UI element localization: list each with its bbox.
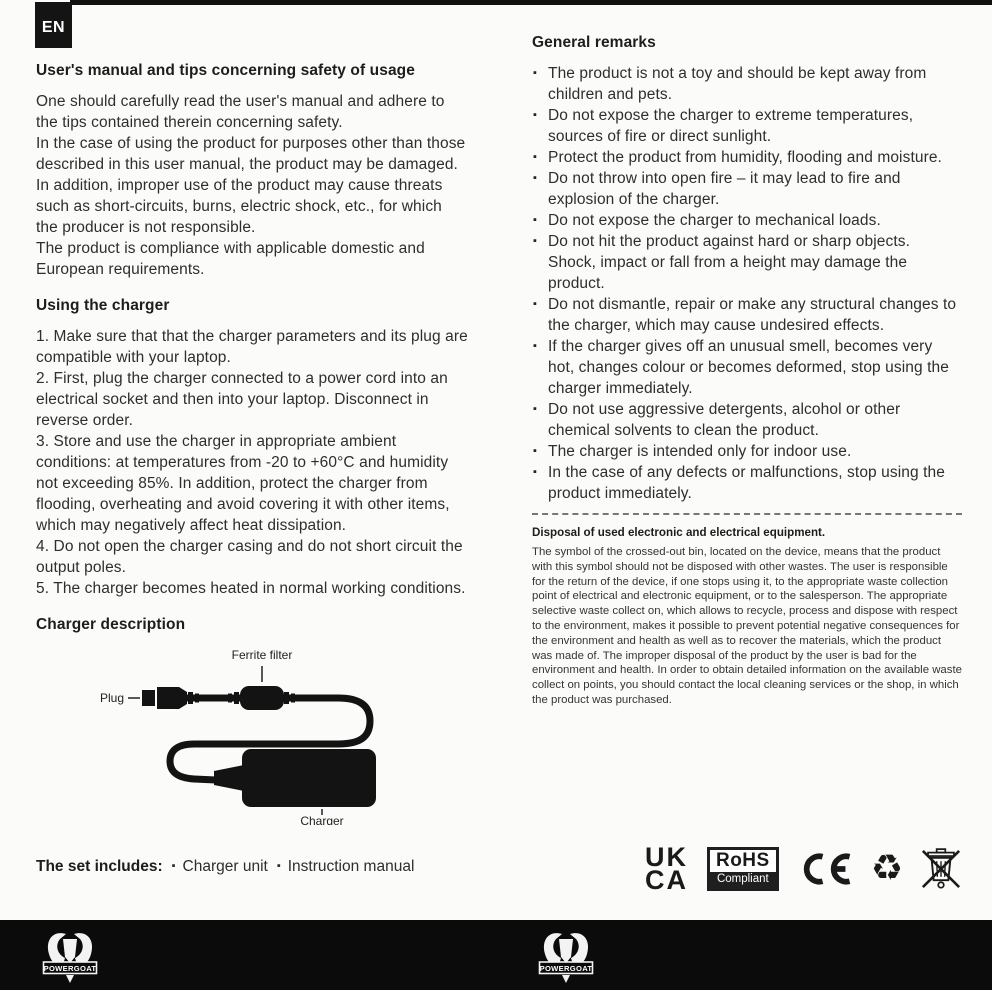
charger-label: Charger — [300, 814, 344, 825]
using-step: 3. Store and use the charger in appropriate ambient conditions: at temperatures from -20 to +60°C and humidity not exceeding 85%. In addition, protect the charger from flooding, overheating and avoid covering it with other items, which may negatively affect heat dissipation. — [36, 433, 450, 534]
left-column — [36, 62, 468, 830]
left-title: User's manual and tips concerning safety of usage — [36, 62, 415, 79]
disposal-heading: Disposal of used electronic and electrical equipment. — [532, 526, 826, 539]
disposal-paragraph: The symbol of the crossed-out bin, located on the device, means that the product with this symbol should not be disposed with other wastes. The user is responsible for the return of the device, if one stops using it, to the appropriate waste collection point of electrical and electronic equipment, or to the salesperson. The appropriate selective waste collect on, which allows to recycle, process and dispose with respect to the environment, makes it possible to prevent potential negative consequences for the environment and health as well as to recover the materials, which the product was made of. The improper disposal of the product by the user is bad for the environment and health. In order to obtain detailed information on the available waste collect on points, you should contact the local cleaning services or the shop, in which the product was purchased. — [532, 546, 962, 706]
using-charger-heading: Using the charger — [36, 297, 170, 314]
rohs-compliant-label: Compliant — [710, 872, 776, 888]
top-black-strip — [70, 0, 992, 5]
remark-item: ▪ If the charger gives off an unusual smell, becomes very hot, changes colour or becomes deformed, stop using the charger immediately. — [532, 336, 962, 399]
weee-crossed-bin-icon — [922, 845, 960, 893]
powergoat-logo — [538, 927, 594, 985]
remark-item: ▪ Do not expose the charger to mechanical loads. — [532, 210, 962, 231]
remark-item: ▪ Protect the product from humidity, flooding and moisture. — [532, 147, 962, 168]
intro-paragraph: The product is compliance with applicable domestic and European requirements. — [36, 240, 425, 278]
ukca-line1: UK — [644, 842, 688, 873]
set-includes-line — [36, 858, 476, 876]
certification-marks — [532, 842, 960, 895]
intro-paragraph: In the case of using the product for purposes other than those described in this user manual, the product may be damaged. In addition, improper use of the product may cause threats such as short-circuits, burns, electric shock, etc., for which the producer is not responsible. — [36, 135, 466, 236]
charger-diagram-drawing — [78, 645, 408, 825]
recycle-icon: ♻ — [870, 848, 903, 889]
set-item: ▪ Instruction manual — [268, 858, 415, 875]
plug-shape — [142, 690, 155, 706]
dashed-divider — [532, 513, 962, 515]
set-includes-label: The set includes: — [36, 858, 163, 875]
remark-item: ▪ The product is not a toy and should be kept away from children and pets. — [532, 63, 962, 105]
using-step: 4. Do not open the charger casing and do not short circuit the output poles. — [36, 538, 463, 576]
remark-item: ▪ The charger is intended only for indoor use. — [532, 441, 962, 462]
plug-label: Plug — [99, 691, 124, 705]
remark-item: ▪ Do not throw into open fire – it may lead to fire and explosion of the charger. — [532, 168, 962, 210]
ferrite-filter-label: Ferrite filter — [231, 648, 293, 662]
using-step: 1. Make sure that that the charger parameters and its plug are compatible with your laptop. — [36, 328, 468, 366]
remark-item: ▪ In the case of any defects or malfunctions, stop using the product immediately. — [532, 462, 962, 504]
set-item: ▪ Charger unit — [163, 858, 268, 875]
general-remarks-heading: General remarks — [532, 34, 656, 51]
remark-item: ▪ Do not use aggressive detergents, alcohol or other chemical solvents to clean the product. — [532, 399, 962, 441]
powergoat-banner-text: POWERGOAT — [43, 963, 97, 973]
charger-brick-shape — [242, 749, 376, 807]
rohs-mark — [707, 847, 779, 891]
ukca-mark — [644, 842, 688, 895]
ukca-line2: CA — [644, 865, 688, 895]
using-step: 5. The charger becomes heated in normal working conditions. — [36, 580, 466, 597]
charger-description-heading: Charger description — [36, 616, 186, 633]
footer-bar — [0, 920, 992, 990]
ce-mark-icon — [798, 851, 852, 887]
rohs-label: RoHS — [715, 850, 770, 871]
remark-item: ▪ Do not dismantle, repair or make any structural changes to the charger, which may cause undesired effects. — [532, 294, 962, 336]
powergoat-banner-text: POWERGOAT — [539, 963, 593, 973]
en-language-badge: EN — [35, 2, 72, 48]
intro-paragraph: One should carefully read the user's manual and adhere to the tips contained therein concerning safety. — [36, 93, 445, 131]
dc-connector-shape — [214, 765, 244, 791]
powergoat-logo — [42, 927, 98, 985]
remark-item: ▪ Do not hit the product against hard or sharp objects. Shock, impact or fall from a height may damage the product. — [532, 231, 962, 294]
general-remarks-list — [532, 63, 962, 504]
ferrite-filter-shape — [240, 686, 284, 710]
right-column — [532, 34, 962, 708]
charger-diagram — [78, 645, 468, 830]
using-step: 2. First, plug the charger connected to a power cord into an electrical socket and then into your laptop. Disconnect in reverse order. — [36, 370, 448, 429]
remark-item: ▪ Do not expose the charger to extreme temperatures, sources of fire or direct sunlight. — [532, 105, 962, 147]
